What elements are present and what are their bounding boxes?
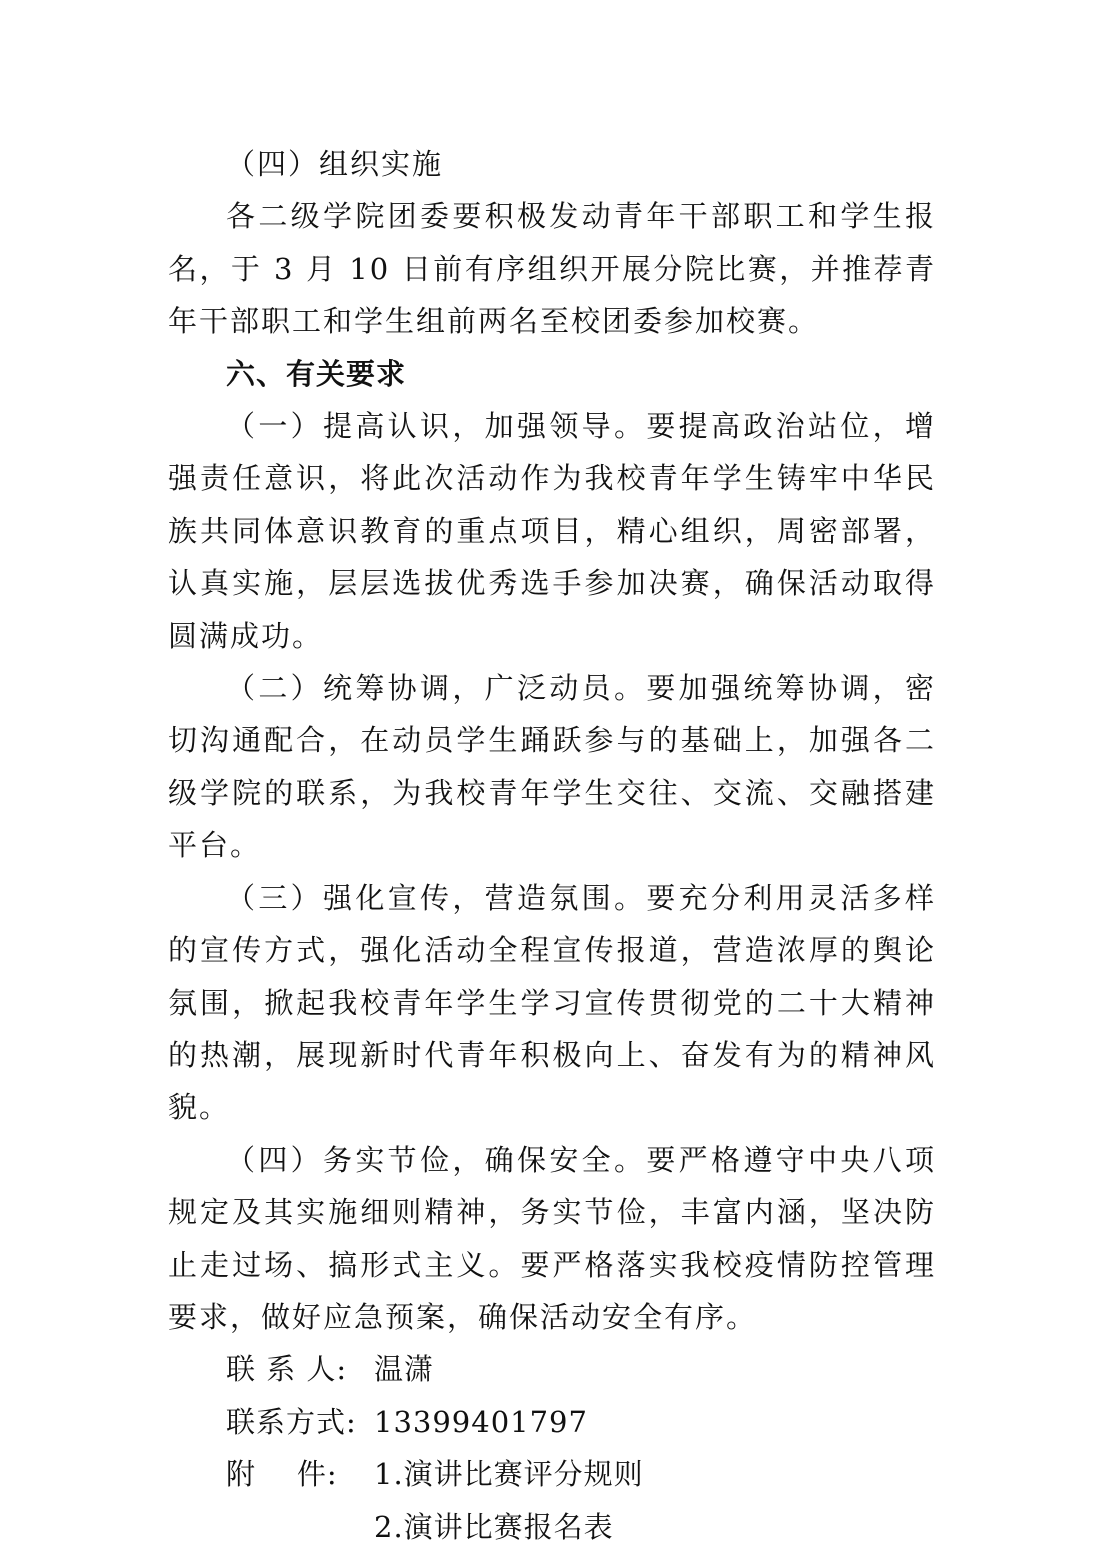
section-6-heading: 六、有关要求	[226, 356, 407, 391]
attachment-row-1	[168, 1448, 936, 1500]
attachment-row-2	[168, 1501, 936, 1553]
contact-person-row	[168, 1343, 936, 1395]
attachment-label: 附 件:	[226, 1457, 338, 1492]
attachment-item-1: 1.演讲比赛评分规则	[374, 1457, 644, 1492]
contact-person-value: 温潇	[374, 1352, 435, 1387]
attachment-label-spacer	[226, 1501, 374, 1553]
document-page	[168, 138, 936, 1553]
section-4-body: 各二级学院团委要积极发动青年干部职工和学生报名，于 3 月 10 日前有序组织开展分院比赛，并推荐青年干部职工和学生组前两名至校团委参加校赛。	[168, 199, 936, 339]
attachment-item-2: 2.演讲比赛报名表	[374, 1509, 614, 1544]
contact-phone-value: 13399401797	[374, 1404, 588, 1439]
contact-phone-label: 联系方式:	[226, 1404, 357, 1439]
requirement-1: （一）提高认识，加强领导。要提高政治站位，增强责任意识，将此次活动作为我校青年学生铸牢中华民族共同体意识教育的重点项目，精心组织，周密部署，认真实施，层层选拔优秀选手参加决赛，确保活动取得圆满成功。	[168, 409, 936, 653]
requirement-3: （三）强化宣传，营造氛围。要充分利用灵活多样的宣传方式，强化活动全程宣传报道，营造浓厚的舆论氛围，掀起我校青年学生学习宣传贯彻党的二十大精神的热潮，展现新时代青年积极向上、奋发有为的精神风貌。	[168, 880, 936, 1125]
requirement-2: （二）统筹协调，广泛动员。要加强统筹协调，密切沟通配合，在动员学生踊跃参与的基础上，加强各二级学院的联系，为我校青年学生交往、交流、交融搭建平台。	[168, 671, 936, 863]
contact-phone-row	[168, 1396, 936, 1448]
section-4-title: （四）组织实施	[226, 147, 444, 181]
contact-person-label: 联 系 人:	[226, 1352, 348, 1387]
requirement-4: （四）务实节俭，确保安全。要严格遵守中央八项规定及其实施细则精神，务实节俭，丰富内涵，坚决防止走过场、搞形式主义。要严格落实我校疫情防控管理要求，做好应急预案，确保活动安全有序。	[168, 1142, 936, 1334]
